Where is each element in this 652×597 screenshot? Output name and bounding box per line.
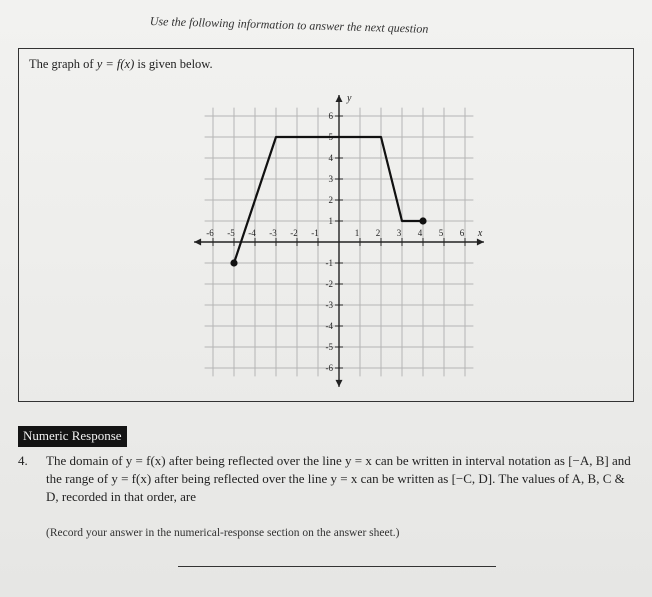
x-tick-label: 1: [354, 228, 360, 238]
y-tick-label: 1: [328, 216, 333, 226]
x-axis-label: x: [477, 228, 483, 239]
y-tick-label: 3: [328, 174, 333, 184]
information-box: [18, 48, 634, 402]
x-axis-arrow-left: [194, 239, 201, 246]
y-tick-label: -5: [325, 342, 333, 352]
instruction-text: Use the following information to answer the next question: [149, 14, 429, 36]
y-tick-label: -6: [325, 363, 333, 373]
x-tick-label: 3: [396, 228, 402, 238]
x-tick-label: -3: [269, 228, 277, 238]
closed-endpoint: [230, 259, 237, 266]
y-tick-label: -3: [325, 300, 333, 310]
x-tick-label: -4: [248, 228, 256, 238]
numeric-response-tab: Numeric Response: [18, 426, 127, 447]
y-axis-label: y: [347, 93, 352, 104]
x-tick-label: 2: [375, 228, 381, 238]
lead-function: y = f(x): [96, 57, 135, 71]
x-tick-label: -6: [206, 228, 214, 238]
record-answer-note: (Record your answer in the numerical-response section on the answer sheet.): [46, 527, 400, 539]
x-tick-label: -1: [311, 228, 319, 238]
x-tick-label: 4: [417, 228, 423, 238]
question-number: 4.: [18, 453, 28, 468]
x-axis-arrow-right: [477, 239, 484, 246]
function-graph: [206, 79, 483, 382]
y-tick-label: 4: [328, 153, 333, 163]
graph-lead-text: [29, 57, 213, 72]
question-text: The domain of y = f(x) after being reflected over the line y = x can be written in interval notation as [−A, B] and the range of y = f(x) after being reflected over the line y = x can be written as [−C, D]. The values of A, B, C & D, recorded in that order, are: [46, 453, 631, 504]
x-tick-label: 5: [438, 228, 444, 238]
x-tick-label: -2: [290, 228, 298, 238]
y-tick-label: -1: [325, 258, 333, 268]
x-tick-label: 6: [459, 228, 465, 238]
lead-prefix: The graph of: [29, 57, 97, 71]
question-4: [18, 452, 638, 506]
answer-line[interactable]: [178, 566, 496, 567]
x-tick-label: -5: [227, 228, 235, 238]
graph-svg: [206, 79, 483, 377]
y-tick-label: 2: [328, 195, 333, 205]
y-axis-arrow-up: [336, 95, 343, 102]
closed-endpoint: [419, 217, 426, 224]
y-tick-label: -4: [325, 321, 333, 331]
y-tick-label: -2: [325, 279, 333, 289]
y-tick-label: 5: [328, 132, 333, 142]
y-axis-arrow-down: [336, 380, 343, 387]
y-tick-label: 6: [328, 111, 333, 121]
lead-suffix: is given below.: [134, 57, 213, 71]
